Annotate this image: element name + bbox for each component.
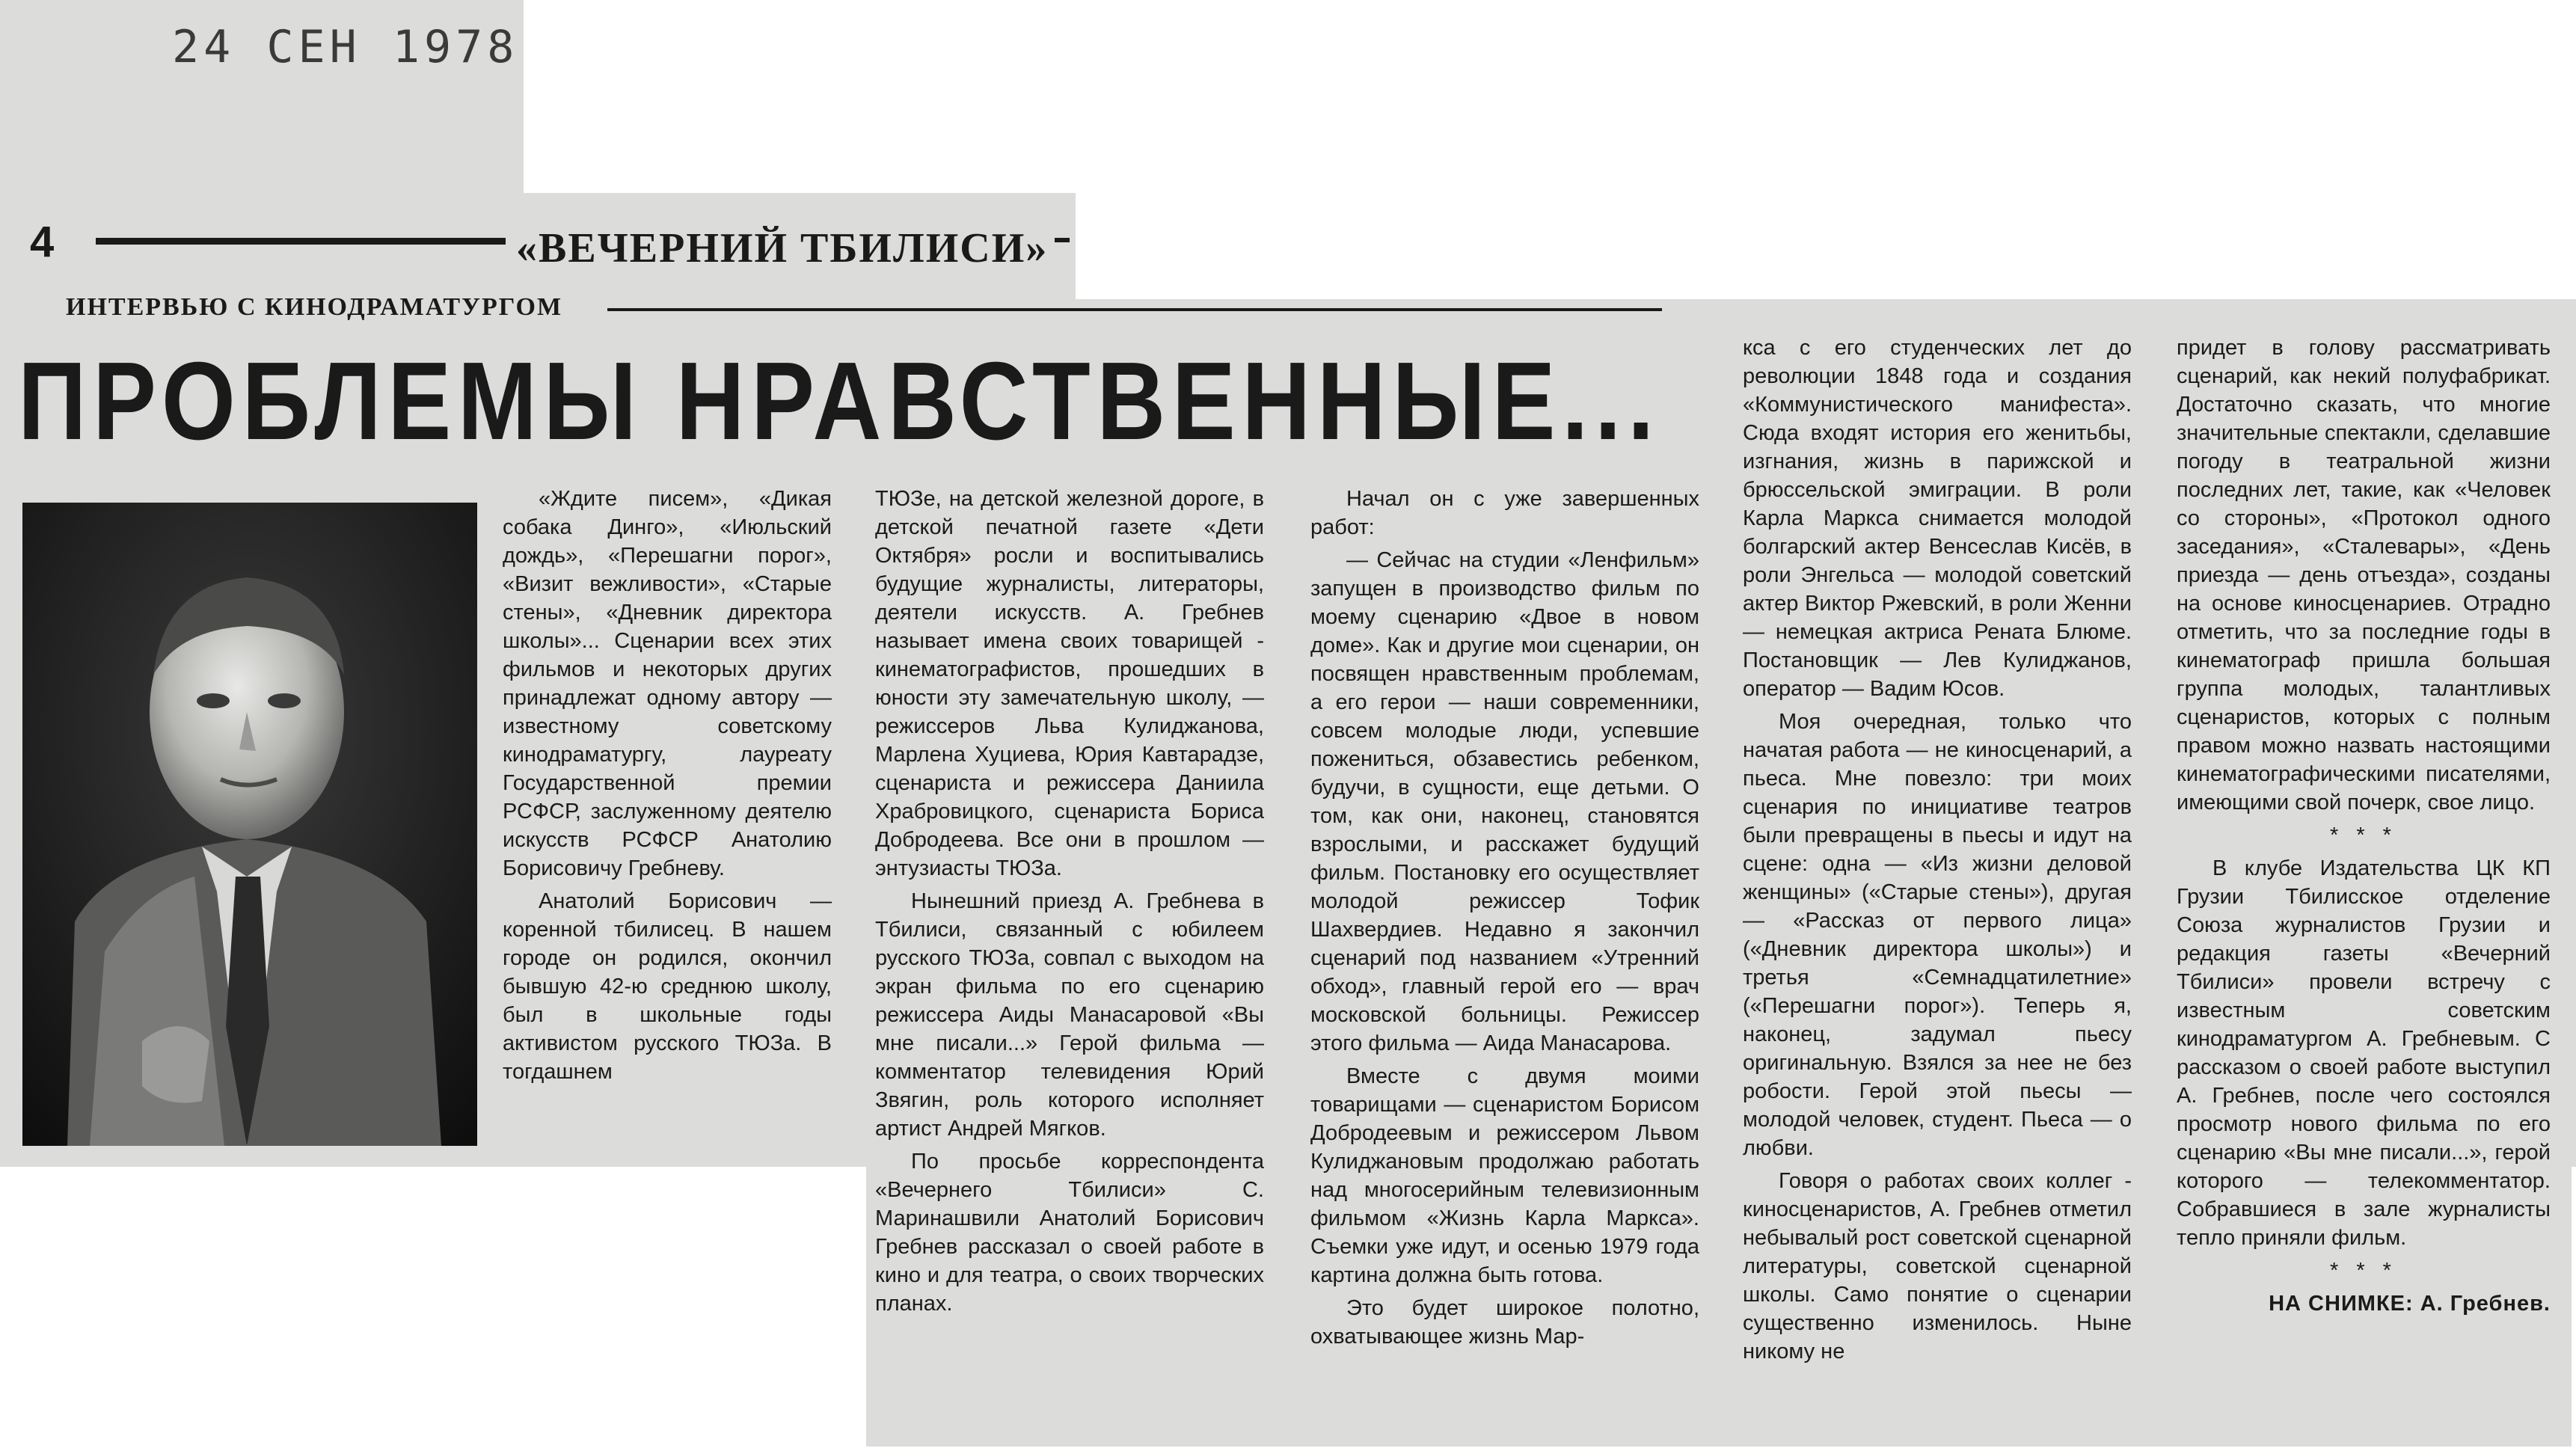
portrait-image [22,503,477,1146]
article-column-4 [1743,334,2132,1370]
paragraph: кса с его студенческих лет до революции 1848 года и создания «Коммунистического манифеста». Сюда входят история его женитьбы, изгнания, жизнь в парижской и брюссельской эмиграции. В роли Карла Маркса снимается молодой болгарский актер Венсеслав Кисёв, в роли Энгельса — молодой советский актер Виктор Ржевский, в роли Женни — немецкая актриса Рената Блюме. Постановщик — Лев Кулиджанов, оператор — Вадим Юсов. [1743,336,2132,701]
article-column-1 [503,485,832,1090]
rubric-label: ИНТЕРВЬЮ С КИНОДРАМАТУРГОМ [66,293,563,321]
article-column-2 [875,485,1264,1322]
paragraph: придет в голову рассматривать сценарий, как некий полуфабрикат. Достаточно сказать, что многие значительные спектакли, сделавшие погоду в театральной жизни последних лет, такие, как «Человек со стороны», «Протокол одного заседания», «Сталевары», «День приезда — день отъезда», созданы на основе киносценариев. Отрадно отметить, что за последние годы в кинематограф пришла большая группа молодых, талантливых сценаристов, которых с полным правом можно назвать настоящими кинематографическими писателями, имеющими свой почерк, свое лицо. [2177,336,2551,815]
date-stamp: 24 СЕН 1978 [172,21,519,73]
paragraph: Нынешний приезд А. Гребнева в Тбилиси, связанный с юбилеем русского ТЮЗа, совпал с выходом на экран фильма по его сценарию режиссера Аиды Манасаровой «Вы мне писали...» Герой фильма — комментатор телевидения Юрий Звягин, роль которого исполняет артист Андрей Мягков. [875,889,1264,1141]
paragraph: По просьбе корреспондента «Вечернего Тбилиси» С. Маринашвили Анатолий Борисович Гребнев рассказал о своей работе в кино и для театра, о своих творческих планах. [875,1150,1264,1316]
paragraph: ТЮЗе, на детской железной дороге, в детской печатной газете «Дети Октября» росли и воспитывались будущие журналисты, литераторы, деятели искусств. А. Гребнев называет имена своих товарищей - кинематографистов, прошедших в юности эту замечательную школу, — режиссеров Льва Кулиджанова, Марлена Хуциева, Юрия Кавтарадзе, сценариста и режиссера Даниила Храбровицкого, сценариста Бориса Добродеева. Все они в прошлом — энтузиасты ТЮЗа. [875,487,1264,880]
rubric-rule [607,308,1662,311]
paragraph: Говоря о работах своих коллег - киносценаристов, А. Гребнев отметил небывалый рост советской сценарной литературы, советской сценарной школы. Само понятие о сценарии существенно изменилось. Ныне никому не [1743,1169,2132,1363]
paragraph: Вместе с двумя моими товарищами — сценаристом Борисом Добродеевым и режиссером Львом Кулиджановым продолжаю работать над многосерийным телевизионным фильмом «Жизнь Карла Маркса». Съемки уже идут, и осенью 1979 года картина должна быть готова. [1310,1064,1699,1287]
article-column-5 [2177,334,2551,1322]
paragraph: Это будет широкое полотно, охватывающее жизнь Мар- [1310,1296,1699,1349]
separator-asterisks: * * * [2330,823,2397,847]
page-number: 4 [30,218,55,266]
paragraph: «Ждите писем», «Дикая собака Динго», «Июльский дождь», «Перешагни порог», «Визит вежливости», «Старые стены», «Дневник директора школы»... Сценарии всех этих фильмов и некоторых других принадлежат одному автору — известному советскому кинодраматургу, лауреату Государственной премии РСФСР, заслуженному деятелю искусств РСФСР Анатолию Борисовичу Гребневу. [503,487,832,880]
newspaper-masthead: «ВЕЧЕРНИЙ ТБИЛИСИ» [516,225,1049,272]
portrait-photo [22,503,477,1146]
masthead-rule-right [1055,238,1070,242]
article-headline: ПРОБЛЕМЫ НРАВСТВЕННЫЕ... [18,340,1660,463]
paragraph: Анатолий Борисович — коренной тбилисец. В нашем городе он родился, окончил бывшую 42-ю среднюю школу, был в школьные годы активистом русского ТЮЗа. В тогдашнем [503,889,832,1084]
article-column-3 [1310,485,1699,1355]
masthead-rule-left [96,238,506,245]
paragraph: Моя очередная, только что начатая работа — не киносценарий, а пьеса. Мне повезло: три моих сценария по инициативе театров были превращены в пьесы и идут на сцене: одна — «Из жизни деловой женщины» («Старые стены»), другая — «Рассказ от первого лица» («Дневник директора школы») и третья «Семнадцатилетние» («Перешагни порог»). Теперь я, наконец, задумал пьесу оригинальную. Взялся за нее не без робости. Герой этой пьесы — молодой человек, студент. Пьеса — о любви. [1743,710,2132,1160]
paragraph: В клубе Издательства ЦК КП Грузии Тбилисское отделение Союза журналистов Грузии и редакция газеты «Вечерний Тбилиси» провели встречу с известным советским кинодраматургом А. Гребневым. С рассказом о своей работе выступил А. Гребнев, после чего состоялся просмотр нового фильма по его сценарию «Вы мне писали...», герой которого — телекомментатор. Собравшиеся в зале журналисты тепло приняли фильм. [2177,856,2551,1250]
separator-asterisks: * * * [2330,1259,2397,1283]
paragraph: — Сейчас на студии «Ленфильм» запущен в производство фильм по моему сценарию «Двое в новом доме». Как и другие мои сценарии, он посвящен нравственным проблемам, а его герои — наши современники, совсем молодые люди, успевшие пожениться, обзавестись ребенком, будучи, в сущности, еще детьми. О том, как они, наконец, становятся взрослыми, и расскажет будущий фильм. Постановку его осуществляет молодой режиссер Тофик Шахвердиев. Недавно я закончил сценарий под названием «Утренний обход», главный герой его — врач московской больницы. Режиссер этого фильма — Аида Манасарова. [1310,548,1699,1055]
photo-caption: НА СНИМКЕ: А. Гребнев. [2269,1292,2551,1316]
paragraph: Начал он с уже завершенных работ: [1310,487,1699,539]
